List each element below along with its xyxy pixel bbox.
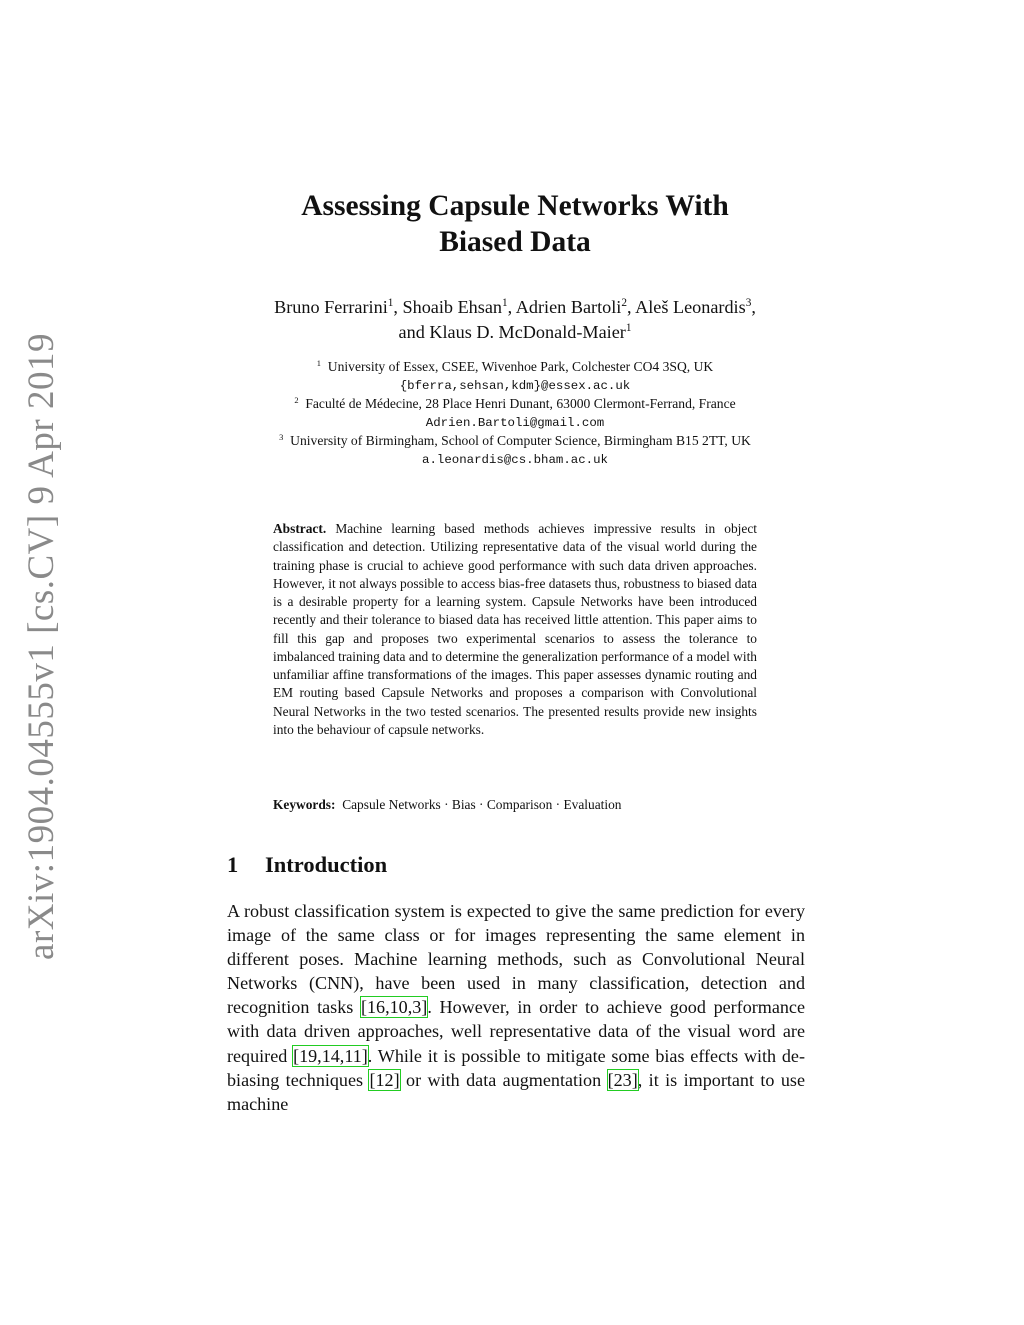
affiliation-text: University of Essex, CSEE, Wivenhoe Park, Colchester CO4 3SQ, UK	[327, 359, 714, 374]
citation-link[interactable]: [19,14,11]	[293, 1045, 368, 1066]
affiliation-marker: 3	[745, 297, 752, 310]
paragraph-text: . However, in order to achieve good performance with data driven approaches, well representative data of the visual word are required	[227, 997, 805, 1066]
paragraph-text: , it is important to use machine	[227, 1069, 805, 1114]
title-line-1: Assessing Capsule Networks With	[301, 190, 729, 222]
arxiv-side-stamp	[18, 332, 64, 960]
affiliation-marker: 1	[625, 322, 632, 335]
affiliation-marker: 2	[621, 297, 627, 310]
abstract-text: Machine learning based methods achieves impressive results in object classification and detection. Utilizing representative data of the visual world during the training phase is crucial to achieve good performance with such data driven approaches. However, it not always possible to access bias-free datasets thus, robustness to biased data is a desirable property for a learning system. Capsule Networks have been introduced recently and their tolerance to biased data has received little attention. This paper aims to fill this gap and proposes two experimental scenarios to assess the tolerance to imbalanced training data and to determine the generalization performance of a model with unfamiliar affine transformations of the images. This paper assesses dynamic routing and EM routing based Capsule Networks and proposes a comparison with Convolutional Neural Networks in the two tested scenarios. The presented results provide new insights into the behaviour of capsule networks.	[273, 521, 758, 737]
introduction-paragraph	[227, 899, 805, 1116]
section-title: Introduction	[265, 852, 388, 877]
author-list	[215, 295, 815, 345]
author-conjunction: and	[398, 322, 425, 342]
affiliation-text: Faculté de Médecine, 28 Place Henri Dunant, 63000 Clermont-Ferrand, France	[305, 396, 736, 411]
citation-link[interactable]: [23]	[607, 1069, 638, 1090]
affiliation-text: University of Birmingham, School of Computer Science, Birmingham B15 2TT, UK	[290, 433, 751, 448]
title-line-2: Biased Data	[439, 226, 591, 258]
section-heading	[227, 850, 387, 880]
author-name: Bruno Ferrarini	[274, 297, 388, 317]
keywords-label: Keywords:	[273, 797, 336, 812]
affiliation-mark: 1	[316, 357, 321, 368]
author-name: Klaus D. McDonald-Maier	[429, 322, 626, 342]
author-name: Aleš Leonardis	[635, 297, 746, 317]
affiliation-mark: 2	[294, 394, 299, 405]
affiliation-marker: 1	[387, 297, 394, 310]
keywords	[273, 796, 757, 814]
paragraph-text: . While it is possible to mitigate some bias effects with de-biasing techniques	[227, 1045, 805, 1090]
affiliation-2	[215, 395, 815, 414]
keywords-text: Capsule Networks · Bias · Comparison · Evaluation	[342, 797, 622, 812]
author-name: Adrien Bartoli	[515, 297, 622, 317]
author-name: Shoaib Ehsan	[402, 297, 503, 317]
affiliation-marker: 1	[502, 297, 508, 310]
abstract	[273, 520, 757, 739]
arxiv-identifier: arXiv:1904.04555v1 [cs.CV] 9 Apr 2019	[20, 332, 62, 960]
affiliation-1	[215, 358, 815, 377]
author-line-1: Bruno Ferrarini$^1$, Shoaib Ehsan$^1$, Adrien Bartoli$^2$, Aleš Leonardis$^3$,	[274, 297, 756, 317]
affiliations	[215, 358, 815, 469]
paper-title	[220, 188, 810, 260]
affiliation-3-email: a.leonardis@cs.bham.ac.uk	[422, 452, 608, 467]
affiliation-mark: 3	[279, 431, 284, 442]
citation-link[interactable]: [16,10,3]	[360, 997, 428, 1018]
paragraph-text: or with data augmentation	[399, 1069, 608, 1090]
affiliation-2-email: Adrien.Bartoli@gmail.com	[425, 415, 605, 430]
author-line-2	[215, 320, 815, 345]
paragraph-text: A robust classification system is expected to give the same prediction for every image of the same class or for images representing the same element in different poses. Machine learning methods, such as Convolutional Neural Networks (CNN), have been used in many classification, detection and recognition tasks	[227, 901, 805, 1018]
affiliation-3	[215, 432, 815, 451]
section-number: 1	[227, 852, 239, 877]
abstract-label: Abstract.	[273, 521, 327, 536]
citation-link[interactable]: [12]	[369, 1069, 400, 1090]
affiliation-1-email: {bferra,sehsan,kdm}@essex.ac.uk	[399, 378, 631, 393]
